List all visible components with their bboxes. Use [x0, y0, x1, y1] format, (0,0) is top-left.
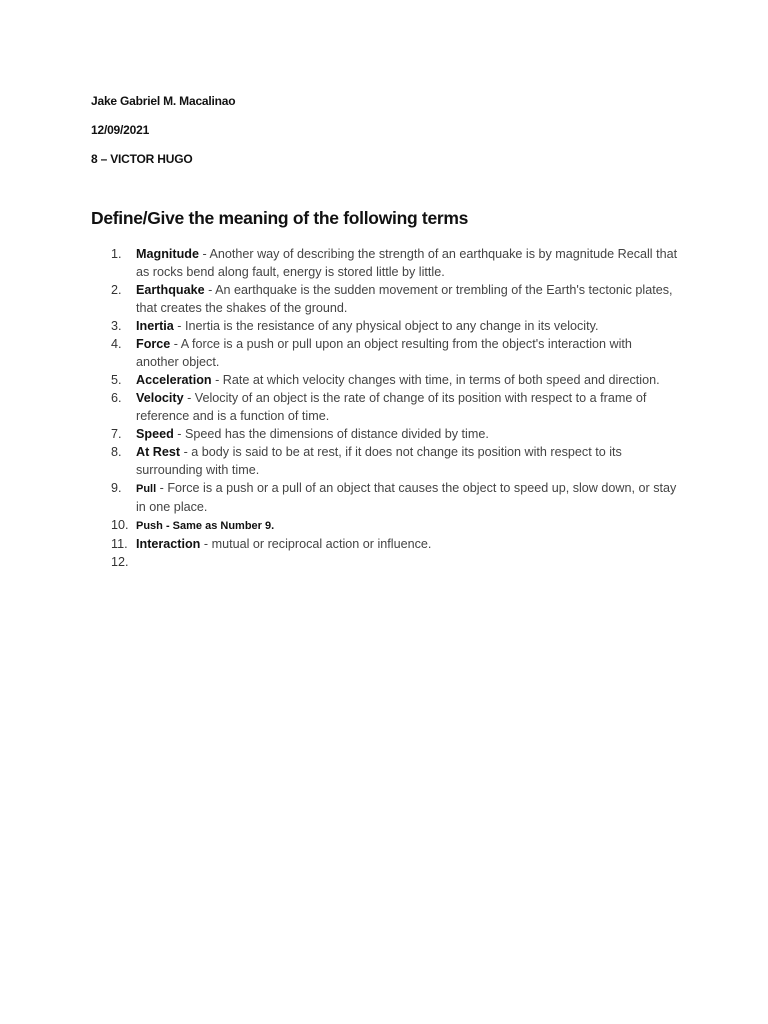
item-number: 12. [111, 555, 129, 569]
list-item [0, 335, 768, 371]
class-section: 8 – VICTOR HUGO [91, 152, 193, 166]
list-item [0, 245, 768, 281]
list-item [0, 389, 768, 425]
term-name: Pull [136, 483, 157, 495]
item-number: 6. [111, 391, 122, 405]
item-number: 3. [111, 319, 122, 333]
item-number: 8. [111, 445, 122, 459]
term-definition: - mutual or reciprocal action or influence. [200, 537, 432, 551]
term-name: Inertia [136, 319, 174, 333]
definition-list [0, 245, 768, 569]
term-name: Speed [136, 427, 174, 441]
list-item [0, 479, 768, 516]
list-item [0, 371, 768, 389]
term-definition: - Force is a push or a pull of an object that causes the object to speed up, slow down, or stay in one place. [136, 481, 677, 514]
term-definition: - Same as Number 9. [162, 520, 275, 532]
item-number: 9. [111, 481, 122, 495]
page-title: Define/Give the meaning of the following terms [91, 208, 469, 228]
list-item [0, 317, 768, 335]
item-number: 11. [111, 537, 128, 551]
item-number: 5. [111, 373, 122, 387]
term-definition: - Inertia is the resistance of any physical object to any change in its velocity. [173, 319, 599, 333]
list-item [0, 443, 768, 479]
term-name: Push [136, 520, 163, 532]
document-date: 12/09/2021 [91, 123, 150, 137]
term-definition: - Rate at which velocity changes with time, in terms of both speed and direction. [211, 373, 660, 387]
list-item [0, 425, 768, 443]
term-definition: - An earthquake is the sudden movement or trembling of the Earth's tectonic plates, that creates the shakes of the ground. [136, 283, 673, 315]
list-item [0, 535, 768, 553]
term-definition: - A force is a push or pull upon an object resulting from the object's interaction with another object. [136, 337, 632, 369]
item-number: 1. [111, 247, 122, 261]
term-name: Magnitude [136, 247, 199, 261]
item-number: 4. [111, 337, 122, 351]
term-name: Velocity [136, 391, 184, 405]
term-definition: - Velocity of an object is the rate of change of its position with respect to a frame of reference and is a function of time. [136, 391, 647, 423]
term-name: Acceleration [136, 373, 212, 387]
item-number: 10. [111, 518, 129, 532]
list-item [0, 281, 768, 317]
item-number: 7. [111, 427, 122, 441]
author-name: Jake Gabriel M. Macalinao [91, 94, 236, 108]
term-definition: - Speed has the dimensions of distance divided by time. [173, 427, 489, 441]
term-name: Force [136, 337, 171, 351]
term-name: Interaction [136, 537, 201, 551]
term-definition: - Another way of describing the strength of an earthquake is by magnitude Recall that as rocks bend along fault, energy is stored little by little. [136, 247, 678, 279]
term-definition: - a body is said to be at rest, if it does not change its position with respect to its surrounding with time. [136, 445, 622, 477]
list-item [0, 516, 768, 535]
term-name: Earthquake [136, 283, 205, 297]
term-name: At Rest [136, 445, 181, 459]
item-number: 2. [111, 283, 122, 297]
